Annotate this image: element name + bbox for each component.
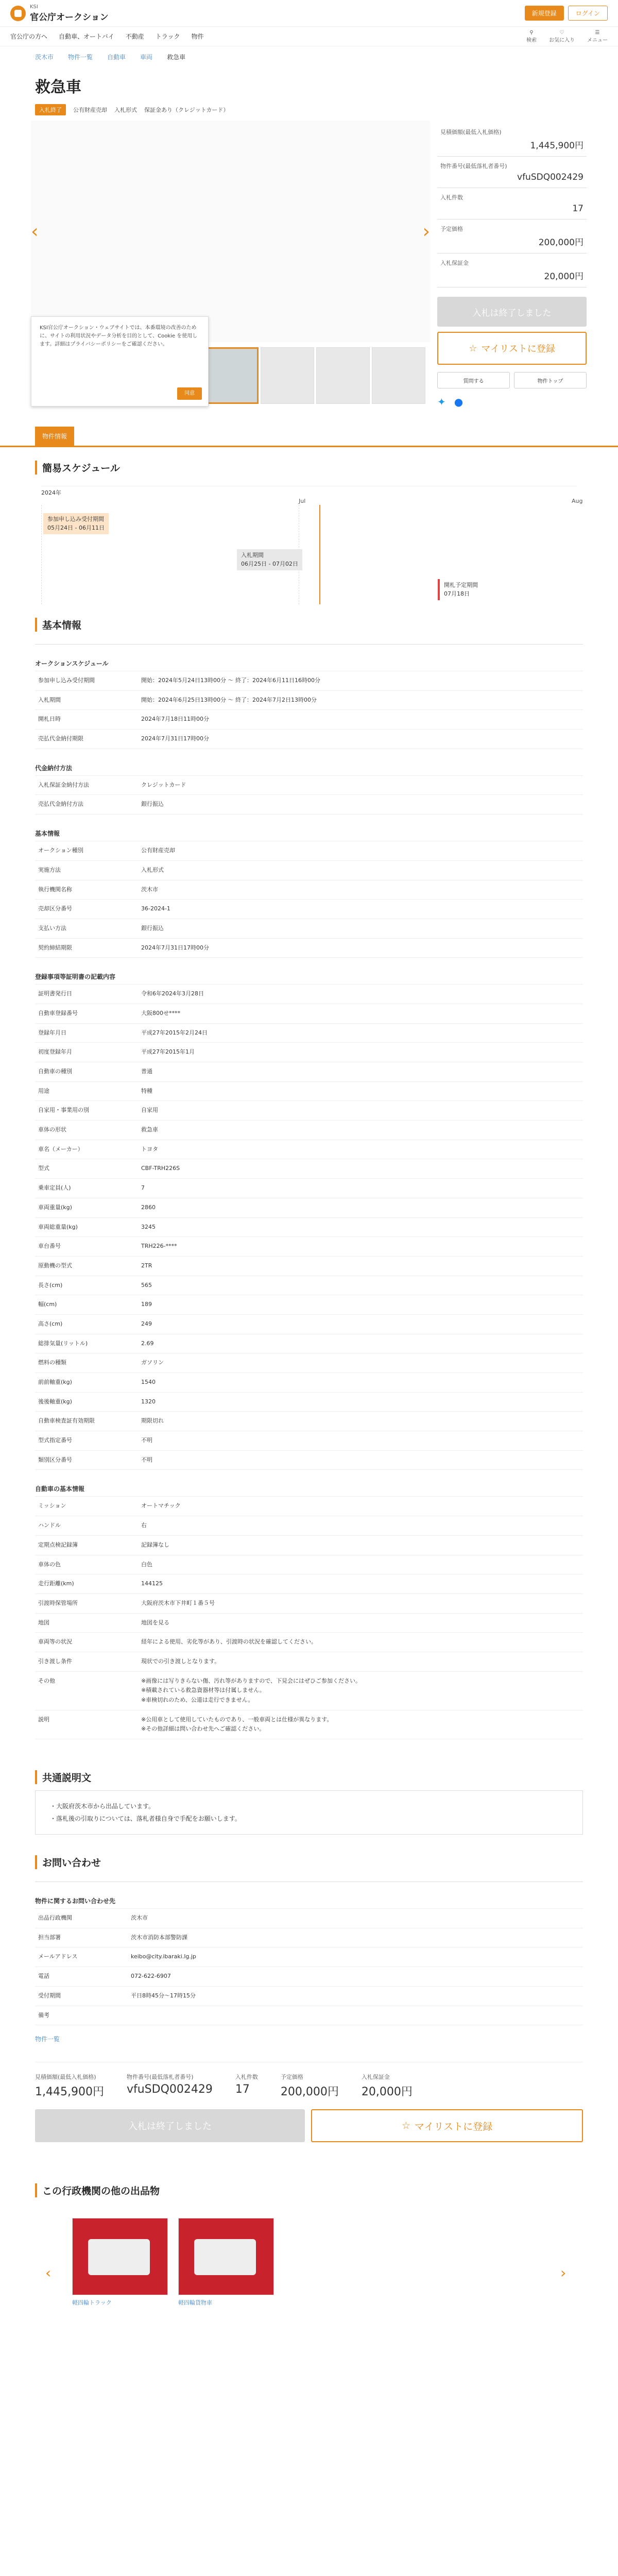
card-image (72, 2218, 168, 2295)
card-image (178, 2218, 274, 2295)
prev-arrow-icon[interactable]: ‹ (31, 221, 39, 242)
breadcrumb-item[interactable]: 自動車 (107, 53, 126, 61)
info-key: 証明書発行日 (35, 985, 138, 1004)
add-mylist-button[interactable]: ☆ マイリストに登録 (311, 2109, 583, 2142)
contact-heading: お問い合わせ (35, 1855, 583, 1869)
info-row (35, 1353, 583, 1372)
info-value: 経年による使用、劣化等があり、引渡時の状況を確認してください。 (141, 1638, 317, 1646)
basic-info-section (35, 644, 583, 1739)
search-nav-button[interactable]: ⚲ 検索 (526, 29, 537, 43)
contact-subheading: 物件に関するお問い合わせ先 (35, 1897, 116, 1905)
info-value: 249 (141, 1320, 152, 1327)
bid-count-label: 入札件数 (440, 194, 463, 201)
info-row (35, 1140, 583, 1159)
info-value: 茨木市 (141, 886, 158, 893)
info-key: 走行距離(km) (35, 1574, 138, 1594)
sum-value: 20,000円 (361, 2086, 413, 2099)
breadcrumb-item[interactable]: 車両 (140, 53, 153, 61)
info-row (35, 1652, 583, 1671)
breadcrumb-item[interactable]: 物件一覧 (68, 53, 93, 61)
breadcrumb (0, 46, 618, 67)
info-row (35, 899, 583, 919)
info-row (35, 1062, 583, 1081)
info-row (35, 1908, 583, 1928)
info-key: 売払代金納付方法 (35, 795, 138, 814)
info-row (35, 1236, 583, 1256)
info-key: その他 (35, 1672, 138, 1710)
cookie-text: KSI官公庁オークション・ウェブサイトでは、本番環境の改善のために、サイトの利用状況やデータ分析を目的として、Cookie を使用します。詳細はプライバシーポリシーをご確認ください。 (40, 325, 198, 347)
event-bidding: 入札期間 06月25日 - 07月02日 (237, 549, 302, 570)
star-icon: ☆ (401, 2120, 410, 2132)
info-key: 入札保証金納付方法 (35, 776, 138, 795)
info-value: keibo@city.ibaraki.lg.jp (131, 1953, 196, 1960)
info-value: 2024年7月31日17時00分 (141, 735, 209, 742)
bid-summary-panel (437, 121, 587, 409)
info-row (35, 1159, 583, 1178)
contact-section (35, 1882, 583, 2025)
info-key: 幅(cm) (35, 1295, 138, 1314)
group-heading: 自動車の基本情報 (35, 1485, 85, 1493)
info-value: トヨタ (141, 1145, 158, 1153)
info-value: 救急車 (141, 1126, 158, 1133)
info-key: 出品行政機関 (35, 1909, 128, 1928)
info-value: 不明 (141, 1456, 152, 1463)
info-row (35, 709, 583, 729)
info-row (35, 1023, 583, 1043)
search-icon: ⚲ (529, 29, 534, 36)
info-row (35, 1256, 583, 1276)
info-key: 燃料の種類 (35, 1353, 138, 1372)
info-key: 車両等の状況 (35, 1633, 138, 1652)
info-value: 36-2024-1 (141, 905, 170, 912)
event-opening: 開札予定期間 07月18日 (438, 579, 482, 600)
info-key: 実施方法 (35, 861, 138, 880)
info-value: TRH226-**** (141, 1243, 177, 1250)
info-row (35, 794, 583, 815)
image-gallery (31, 121, 430, 409)
event-application: 参加申し込み受付期間 05月24日 - 06月11日 (43, 513, 109, 534)
info-key: 長さ(cm) (35, 1276, 138, 1295)
info-value: ※公用車として使用していたものであり、一般車両とは仕様が異なります。 ※その他詳細は問い合わせ先へご確認ください。 (141, 1716, 333, 1733)
breadcrumb-current: 救急車 (167, 53, 186, 61)
info-row (35, 1372, 583, 1392)
info-key: 型式 (35, 1159, 138, 1178)
info-key: 参加申し込み受付期間 (35, 671, 138, 690)
next-arrow-icon[interactable]: › (560, 2264, 566, 2282)
add-mylist-button[interactable]: ☆ マイリストに登録 (437, 332, 587, 365)
info-value: 公有財産売却 (141, 847, 175, 854)
info-key: 乗車定員(人) (35, 1179, 138, 1198)
info-value: 2.69 (141, 1340, 154, 1347)
info-row (35, 1613, 583, 1633)
page-title: 救急車 (35, 78, 81, 96)
favorite-nav-button[interactable]: ♡ お気に入り (549, 29, 575, 43)
info-row (35, 880, 583, 900)
info-value (128, 2006, 583, 2025)
info-value: 565 (141, 1281, 152, 1289)
info-row (35, 1004, 583, 1023)
others-heading: この行政機関の他の出品物 (35, 2183, 583, 2197)
heart-icon: ♡ (559, 29, 564, 36)
prev-arrow-icon[interactable]: ‹ (45, 2264, 52, 2282)
info-row (35, 1120, 583, 1140)
info-value: 特種 (141, 1087, 152, 1094)
info-value: 開始：2024年5月24日13時00分 ～ 終了：2024年6月11日16時00分 (141, 677, 320, 684)
info-value: CBF-TRH226S (141, 1165, 180, 1172)
tag-item: 公有財産売却 (73, 107, 107, 113)
info-row (35, 1081, 583, 1101)
info-key: 総排気量(リットル) (35, 1334, 138, 1353)
info-value: 2024年7月31日17時00分 (141, 944, 209, 951)
sum-label: 入札件数 (235, 2074, 258, 2081)
info-key: 型式指定番号 (35, 1431, 138, 1450)
info-value: オートマチック (141, 1502, 181, 1510)
info-key: 説明 (35, 1710, 138, 1739)
info-row (35, 671, 583, 690)
info-key: オークション種別 (35, 841, 138, 860)
status-badge: 入札終了 (35, 104, 66, 115)
breadcrumb-item[interactable]: 茨木市 (35, 53, 54, 61)
info-row (35, 860, 583, 880)
sum-label: 物件番号(最低落札者番号) (126, 2074, 194, 2081)
info-value: 現状での引き渡しとなります。 (141, 1657, 220, 1665)
nav-item[interactable]: トラック (155, 33, 180, 40)
sum-label: 入札保証金 (361, 2074, 390, 2081)
info-key: 入札期間 (35, 691, 138, 710)
info-key: 定期点検記録簿 (35, 1536, 138, 1555)
register-button[interactable]: 新規登録 (525, 6, 564, 21)
info-key: 原動機の型式 (35, 1257, 138, 1276)
info-key: 売払代金納付期限 (35, 730, 138, 749)
info-key: 登録年月日 (35, 1024, 138, 1043)
common-heading: 共通説明文 (35, 1770, 583, 1784)
tag-item: 入札形式 (114, 107, 137, 113)
info-row (35, 1594, 583, 1613)
info-value: 072-622-6907 (131, 1973, 171, 1980)
bottom-summary (35, 2062, 583, 2142)
price-label: 見積価額(最低入札価格) (440, 129, 502, 135)
site-logo[interactable] (10, 4, 109, 23)
menu-icon: ☰ (595, 29, 600, 36)
timeline-tick (41, 505, 42, 604)
info-key: 車体の形状 (35, 1121, 138, 1140)
bid-ended-button: 入札は終了しました (35, 2109, 305, 2142)
basic-info-heading: 基本情報 (35, 618, 583, 632)
item-number-value: vfuSDQ002429 (517, 172, 583, 182)
info-key: 用途 (35, 1082, 138, 1101)
logo-main: 官公庁オークション (30, 12, 109, 23)
info-value: 2860 (141, 1204, 156, 1211)
info-value: 2TR (141, 1262, 152, 1269)
info-key: 備考 (35, 2006, 128, 2025)
facebook-icon[interactable]: ● (454, 396, 464, 408)
info-row (35, 775, 583, 795)
sum-value: 200,000円 (280, 2086, 339, 2099)
info-row (35, 1314, 583, 1334)
info-value: 平成27年2015年1月 (141, 1048, 195, 1056)
other-item-card[interactable] (72, 2218, 168, 2307)
info-key: メールアドレス (35, 1947, 128, 1967)
info-value: 記録簿なし (141, 1541, 169, 1548)
info-row (35, 1986, 583, 2006)
info-value: 1540 (141, 1379, 156, 1385)
info-key: 自動車検査証有効期限 (35, 1412, 138, 1431)
tag-item: 保証金あり（クレジットカード） (144, 107, 229, 113)
info-key: 売却区分番号 (35, 900, 138, 919)
bid-count-value: 17 (572, 204, 583, 214)
info-row (35, 1217, 583, 1237)
info-key: 契約締結期限 (35, 939, 138, 958)
info-value: 期限切れ (141, 1417, 164, 1425)
info-value: 大阪800せ**** (141, 1009, 180, 1016)
info-value: 大阪府茨木市下井町１番５号 (141, 1599, 215, 1606)
info-row (35, 1555, 583, 1574)
common-description (35, 1790, 583, 1835)
other-item-card[interactable] (178, 2218, 274, 2307)
info-row (35, 1967, 583, 1986)
global-nav (0, 27, 618, 46)
schedule-timeline (41, 486, 583, 604)
info-key: 支払い方法 (35, 919, 138, 938)
info-value: 1320 (141, 1398, 156, 1405)
next-arrow-icon[interactable]: › (422, 221, 430, 242)
info-row (35, 1928, 583, 1947)
info-key: ハンドル (35, 1516, 138, 1535)
info-row (35, 1178, 583, 1198)
info-value: クレジットカード (141, 781, 186, 788)
info-key: ミッション (35, 1497, 138, 1516)
sum-value: 1,445,900円 (35, 2086, 104, 2099)
info-value: 入札形式 (141, 866, 164, 873)
header (0, 0, 618, 27)
info-key: 自動車の種別 (35, 1062, 138, 1081)
info-row (35, 1516, 583, 1535)
info-value: 茨木市 (131, 1914, 148, 1922)
info-row (35, 1671, 583, 1710)
sum-label: 見積価額(最低入札価格) (35, 2074, 96, 2081)
info-row (35, 1276, 583, 1295)
thumbnail[interactable] (316, 347, 370, 404)
info-key: 引渡時保管場所 (35, 1594, 138, 1613)
info-key: 前前軸重(kg) (35, 1373, 138, 1392)
info-value: 自家用 (141, 1107, 158, 1114)
info-key: 受付期間 (35, 1987, 128, 2006)
bid-ended-button: 入札は終了しました (437, 297, 587, 327)
info-row (35, 1334, 583, 1353)
sum-value: 17 (235, 2083, 250, 2096)
info-key: 引き渡し条件 (35, 1652, 138, 1671)
info-row (35, 1100, 583, 1120)
logo-icon (10, 6, 26, 21)
sum-label: 予定価格 (280, 2074, 303, 2081)
thumbnail[interactable] (372, 347, 425, 404)
info-key: 担当部署 (35, 1928, 128, 1947)
info-key: 車体の色 (35, 1555, 138, 1574)
info-row (35, 1392, 583, 1412)
info-value: 白色 (141, 1561, 152, 1568)
info-row (35, 690, 583, 710)
deposit-label: 入札保証金 (440, 260, 469, 266)
tab-item-info[interactable]: 物件情報 (35, 427, 74, 446)
info-value: 7 (141, 1184, 145, 1192)
schedule-heading: 簡易スケジュール (35, 461, 583, 474)
sum-value: vfuSDQ002429 (126, 2083, 213, 2096)
question-button[interactable]: 質問する (437, 372, 510, 388)
info-value: 令和6年2024年3月28日 (141, 990, 204, 997)
menu-nav-button[interactable]: ☰ メニュー (587, 29, 608, 43)
info-value: 右 (141, 1522, 147, 1529)
login-button[interactable]: ログイン (568, 6, 608, 21)
info-row (35, 1574, 583, 1594)
main-image (31, 121, 430, 342)
cookie-banner (31, 316, 209, 406)
info-row (35, 841, 583, 860)
item-number-label: 物件番号(最低落札者番号) (440, 163, 507, 170)
info-row (35, 1411, 583, 1431)
info-value: ※画像には写りきらない傷、汚れ等がありますので、下見会にはぜひご参加ください。 ※積載されている救急資器材等は付属しません。 ※車検切れのため、公道は走行できません。 (141, 1677, 361, 1703)
info-row (35, 919, 583, 938)
info-row (35, 1632, 583, 1652)
cookie-accept-button[interactable]: 同意 (177, 387, 202, 400)
info-row (35, 938, 583, 958)
info-row (35, 1198, 583, 1217)
info-row (35, 729, 583, 749)
info-row (35, 1042, 583, 1062)
info-value: 平日8時45分～17時15分 (131, 1992, 196, 1999)
deposit-value: 20,000円 (544, 272, 583, 282)
planned-price-value: 200,000円 (538, 238, 583, 248)
tab-bar (0, 427, 618, 447)
info-row (35, 1496, 583, 1516)
logo-sub: KSI (30, 4, 38, 10)
info-row (35, 2006, 583, 2026)
info-key: 自家用・事業用の別 (35, 1101, 138, 1120)
info-row (35, 1295, 583, 1314)
info-value: 銀行振込 (141, 801, 164, 808)
info-key: 地図 (35, 1614, 138, 1633)
info-key: 車名（メーカー） (35, 1140, 138, 1159)
info-value: 茨木市消防本部警防課 (131, 1934, 187, 1941)
info-key: 電話 (35, 1967, 128, 1986)
info-key: 車台番号 (35, 1237, 138, 1256)
info-value: 189 (141, 1301, 152, 1308)
group-heading: 代金納付方法 (35, 764, 73, 772)
info-row (35, 984, 583, 1004)
star-icon: ☆ (469, 343, 477, 354)
info-value: 銀行振込 (141, 924, 164, 931)
info-key: 後後軸重(kg) (35, 1393, 138, 1412)
group-heading: 基本情報 (35, 830, 60, 838)
info-row (35, 1710, 583, 1739)
nav-item[interactable]: 不動産 (125, 33, 144, 40)
info-key: 車両総重量(kg) (35, 1218, 138, 1237)
info-value: 3245 (141, 1223, 156, 1230)
nav-item[interactable]: 官公庁の方へ (10, 33, 48, 40)
info-key: 執行機関名称 (35, 880, 138, 900)
info-key: 初度登録年月 (35, 1043, 138, 1062)
info-key: 車両重量(kg) (35, 1198, 138, 1217)
item-top-button[interactable]: 物件トップ (514, 372, 587, 388)
timeline-today (319, 505, 320, 604)
thumbnail[interactable] (205, 347, 259, 404)
info-value: 不明 (141, 1437, 152, 1444)
info-key: 開札日時 (35, 710, 138, 729)
timeline-month: Aug (572, 498, 583, 504)
info-value: 普通 (141, 1068, 152, 1075)
info-value: 144125 (141, 1580, 163, 1587)
info-value: 開始：2024年6月25日13時00分 ～ 終了：2024年7月2日13時00分 (141, 696, 317, 703)
timeline-month: Jul (299, 498, 306, 504)
info-row (35, 1535, 583, 1555)
item-list-link[interactable]: 物件一覧 (35, 2036, 60, 2043)
common-line: ・落札後の引取りについては、落札者様自身で手配をお願いします。 (50, 1815, 241, 1823)
group-heading: 登録事項等証明書の記載内容 (35, 973, 116, 981)
info-key: 類別区分番号 (35, 1451, 138, 1470)
thumbnail[interactable] (261, 347, 314, 404)
price-value: 1,445,900円 (530, 141, 583, 151)
group-heading: オークションスケジュール (35, 660, 109, 667)
twitter-icon[interactable]: ✦ (437, 396, 446, 408)
common-line: ・大阪府茨木市から出品しています。 (50, 1803, 155, 1810)
info-value: 平成27年2015年2月24日 (141, 1029, 208, 1036)
nav-item[interactable]: 自動車、オートバイ (59, 33, 114, 40)
info-value: 2024年7月18日11時00分 (141, 716, 209, 723)
info-row (35, 1431, 583, 1450)
card-title: 軽四輪貨物車 (178, 2299, 212, 2307)
info-row (35, 1450, 583, 1470)
info-value: ガソリン (141, 1359, 164, 1366)
info-row (35, 1947, 583, 1967)
info-value: 地図を見る (141, 1619, 169, 1626)
info-key: 自動車登録番号 (35, 1004, 138, 1023)
tag-list (0, 104, 618, 115)
nav-item[interactable]: 物件 (191, 33, 204, 40)
timeline-year: 2024年 (41, 489, 61, 496)
card-title: 軽四輪トラック (72, 2299, 112, 2307)
planned-price-label: 予定価格 (440, 226, 463, 232)
info-key: 高さ(cm) (35, 1315, 138, 1334)
